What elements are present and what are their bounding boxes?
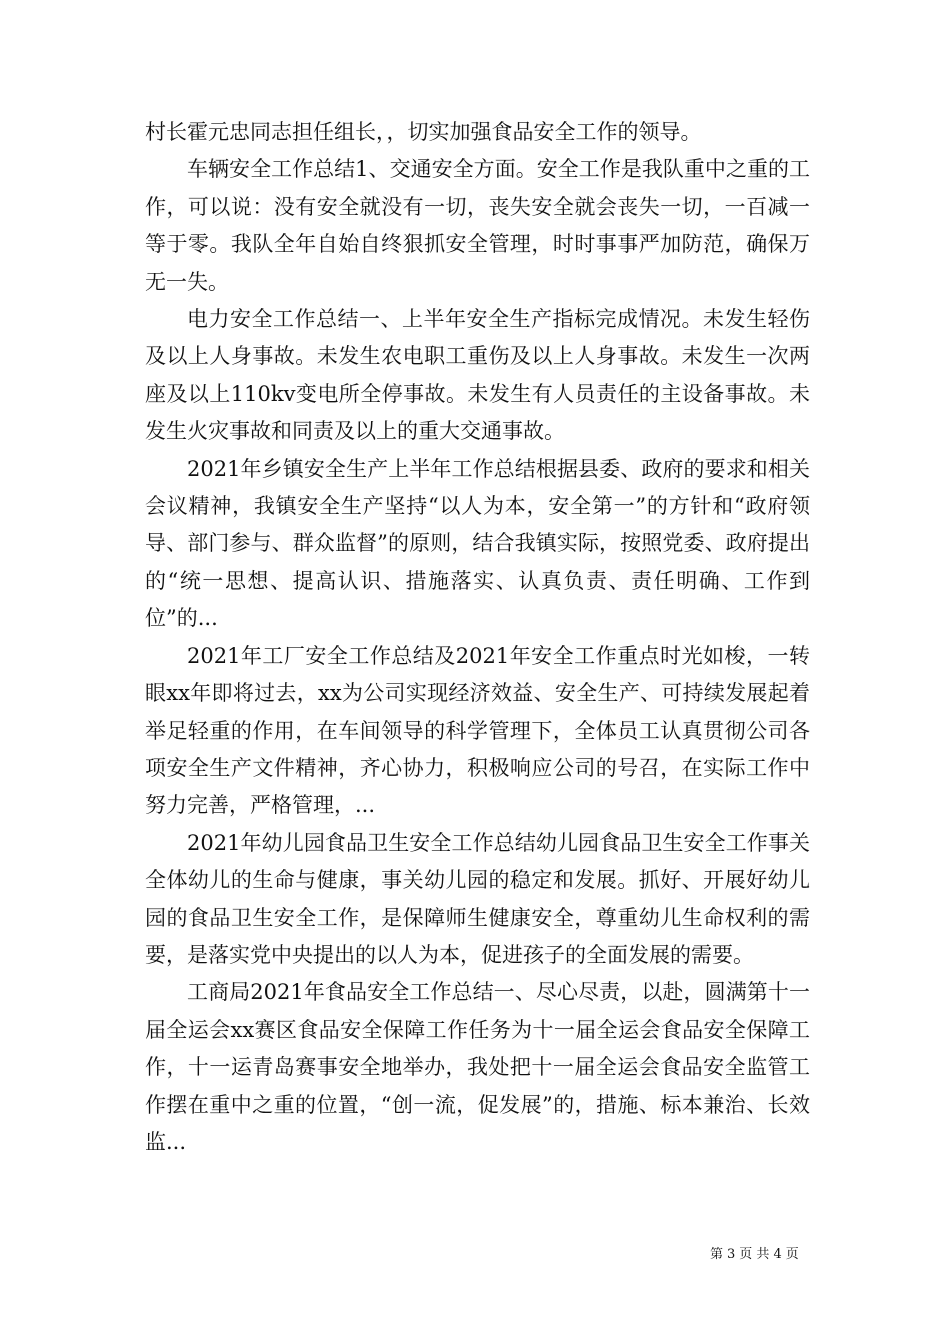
current-page-number: 3 xyxy=(727,1247,736,1262)
paragraph-2: 车辆安全工作总结1、交通安全方面。安全工作是我队重中之重的工作，可以说：没有安全就没有一切，丧失安全就会丧失一切，一百减一等于零。我队全年自始自终狠抓安全管理，时时事事严加防范，确保万无一失。 xyxy=(145,157,810,294)
paragraph-7: 工商局2021年食品安全工作总结一、尽心尽责，以赴，圆满第十一届全运会xx赛区食品安全保障工作任务为十一届全运会食品安全保障工作，十一运青岛赛事安全地举办，我处把十一届全运会食品安全监管工作摆在重中之重的位置，“创一流，促发展”的，措施、标本兼治、长效监... xyxy=(145,980,810,1154)
footer-middle: 页 共 xyxy=(739,1247,770,1262)
paragraph-1: 村长霍元忠同志担任组长，，切实加强食品安全工作的领导。 xyxy=(145,120,702,144)
paragraph-5: 2021年工厂安全工作总结及2021年安全工作重点时光如梭，一转眼xx年即将过去，xx为公司实现经济效益、安全生产、可持续发展起着举足轻重的作用，在车间领导的科学管理下，全体员工认真贯彻公司各项安全生产文件精神，齐心协力，积极响应公司的号召，在实际工作中努力完善，严格管理，... xyxy=(145,643,810,818)
total-page-number: 4 xyxy=(773,1247,782,1262)
paragraph-6: 2021年幼儿园食品卫生安全工作总结幼儿园食品卫生安全工作事关全体幼儿的生命与健康，事关幼儿园的稳定和发展。抓好、开展好幼儿园的食品卫生安全工作，是保障师生健康安全，尊重幼儿生命权利的需要，是落实党中央提出的以人为本，促进孩子的全面发展的需要。 xyxy=(145,830,810,967)
footer-suffix: 页 xyxy=(785,1247,799,1262)
page-footer xyxy=(708,1246,801,1264)
footer-prefix: 第 xyxy=(710,1247,724,1262)
paragraph-3: 电力安全工作总结一、上半年安全生产指标完成情况。未发生轻伤及以上人身事故。未发生农电职工重伤及以上人身事故。未发生一次两座及以上110kv变电所全停事故。未发生有人员责任的主设备事故。未发生火灾事故和同责及以上的重大交通事故。 xyxy=(145,307,810,444)
paragraph-4: 2021年乡镇安全生产上半年工作总结根据县委、政府的要求和相关会议精神，我镇安全生产坚持“以人为本，安全第一”的方针和“政府领导、部门参与、群众监督”的原则，结合我镇实际，按照党委、政府提出的“统一思想、提高认识、措施落实、认真负责、责任明确、工作到位”的... xyxy=(145,456,810,631)
document-body xyxy=(145,114,810,1161)
